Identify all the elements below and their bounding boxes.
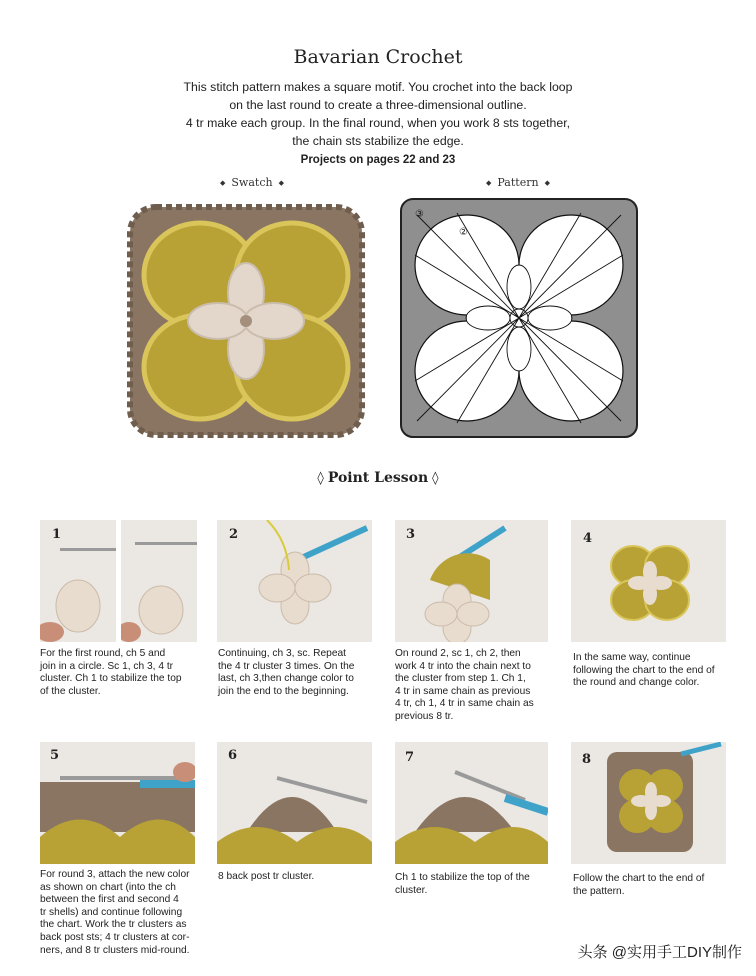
step-line: of the cluster. [40,685,101,697]
step-1-number: 1 [52,527,62,542]
diamond-icon: ◆ [544,179,550,187]
step-2-text [218,648,354,698]
swatch-label: Swatch [231,176,273,189]
step-8-number: 8 [582,752,592,767]
step-line: cluster. Ch 1 to stabilize the top [40,673,182,685]
step-8-text [573,873,704,898]
step-5-number: 5 [50,748,60,763]
step-line: the round and change color. [573,677,700,689]
step-2-photo [217,520,372,642]
page-title: Bavarian Crochet [293,46,463,68]
step-line: the pattern. [573,885,625,897]
step-line: previous 8 tr. [395,710,454,722]
diamond-outline-icon: ◊ [432,471,439,486]
step-7-photo [395,742,548,864]
step-1-photo-b [121,520,197,642]
step-line: For round 3, attach the new color [40,869,190,880]
intro-line: This stitch pattern makes a square motif. You crochet into the back loop [183,80,573,94]
point-lesson-label: Point Lesson [327,470,429,486]
step-5-text [40,869,190,957]
step-line: 4 tr in same chain as previous [395,685,531,697]
step-line: last, ch 3,then change color to [218,673,354,685]
step-7-text [395,872,530,897]
step-line: In the same way, continue [573,652,691,663]
step-line: the 4 tr cluster 3 times. On the [218,660,355,672]
step-line: back post sts; 4 tr clusters at cor- [40,931,190,943]
projects-note: Projects on pages 22 and 23 [300,154,456,166]
step-line: 4 tr, ch 1, 4 tr in same chain as [395,698,534,710]
intro-text [150,78,606,150]
swatch-caption [214,176,290,189]
step-1-text [40,648,182,698]
step-line: For the first round, ch 5 and [40,648,166,659]
chart-round-3-mark: ③ [415,209,424,220]
step-line: Continuing, ch 3, sc. Repeat [218,648,346,659]
step-3-number: 3 [406,527,416,542]
step-3-text [395,648,534,724]
watermark: 头条 @实用手工DIY制作 [577,944,742,961]
step-line: cluster. [395,884,428,896]
diamond-icon: ◆ [486,179,492,187]
step-line: Ch 1 to stabilize the top of the [395,872,530,883]
step-line: work 4 tr into the chain next to [395,660,531,672]
point-lesson-heading [0,470,756,486]
diamond-outline-icon: ◊ [317,471,324,486]
step-7-number: 7 [405,750,415,765]
step-line: the cluster from step 1. Ch 1, [395,673,526,685]
step-line: ners, and 8 tr clusters mid-round. [40,944,190,956]
pattern-chart [397,195,641,441]
step-6-number: 6 [228,748,238,763]
step-2-number: 2 [229,527,239,542]
step-line: Follow the chart to the end of [573,873,705,884]
intro-line: 4 tr make each group. In the final round, when you work 8 sts together, [185,116,571,130]
diamond-icon: ◆ [278,179,284,187]
step-line: between the first and second 4 [40,894,179,906]
chart-round-2-mark: ② [459,227,468,238]
step-line: join the end to the beginning. [218,685,349,697]
step-4-photo [571,520,726,642]
step-line: join in a circle. Sc 1, ch 3, 4 tr [40,660,174,672]
step-line: 8 back post tr cluster. [218,871,315,882]
step-8-photo [571,742,726,864]
step-6-photo [217,742,372,864]
step-line: as shown on chart (into the ch [40,881,176,893]
step-5-photo [40,742,195,864]
diamond-icon: ◆ [220,179,226,187]
intro-line: the chain sts stabilize the edge. [292,134,464,148]
step-line: following the chart to the end of [573,664,715,676]
step-line: the chart. Work the tr clusters as [40,919,187,931]
step-4-number: 4 [583,531,593,546]
pattern-label: Pattern [497,176,539,189]
step-line: On round 2, sc 1, ch 2, then [395,648,521,659]
step-4-text [573,652,715,690]
swatch-photo [120,195,370,445]
pattern-caption [480,176,556,189]
intro-line: on the last round to create a three-dimensional outline. [229,98,527,112]
step-line: tr shells) and continue following [40,906,183,918]
step-6-text [218,871,314,884]
step-3-photo [395,520,548,642]
